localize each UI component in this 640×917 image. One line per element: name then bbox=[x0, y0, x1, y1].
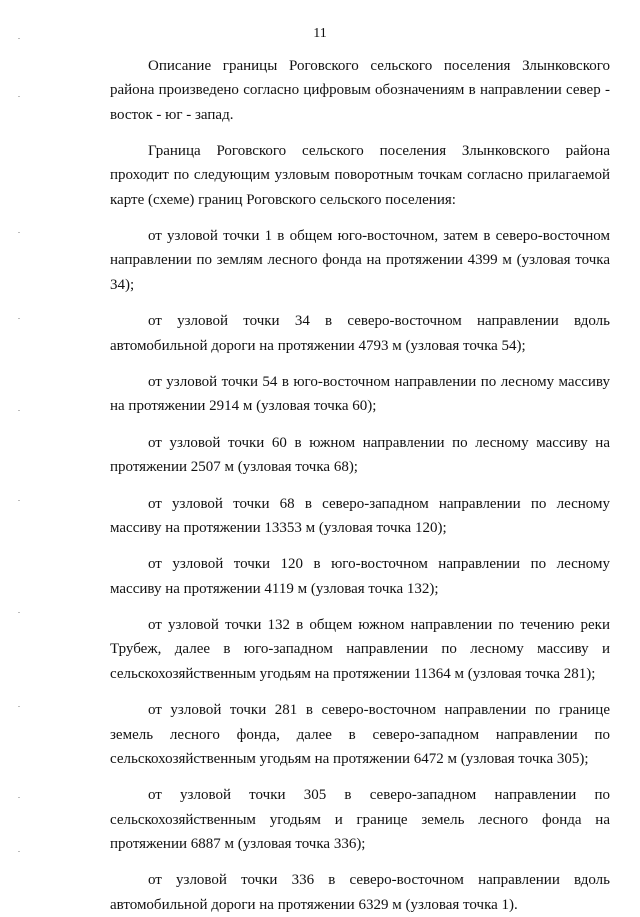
document-body bbox=[110, 54, 610, 917]
paragraph-point-34: от узловой точки 34 в северо-восточном направлении вдоль автомобильной дороги на протяжении 4793 м (узловая точка 54); bbox=[110, 313, 610, 354]
paragraph-point-120: от узловой точки 120 в юго-восточном направлении по лесному массиву на протяжении 4119 м (узловая точка 132); bbox=[110, 556, 610, 597]
paragraph-boundary-description-intro: Описание границы Роговского сельского поселения Злынковского района произведено согласно цифровым обозначениям в направлении север - восток - юг - запад. bbox=[110, 58, 610, 123]
paragraph-point-336: от узловой точки 336 в северо-восточном направлении вдоль автомобильной дороги на протяжении 6329 м (узловая точка 1). bbox=[110, 872, 610, 913]
paragraph-boundary-points-intro: Граница Роговского сельского поселения Злынковского района проходит по следующим узловым поворотным точкам согласно прилагаемой карте (схеме) границ Роговского сельского поселения: bbox=[110, 143, 610, 208]
paragraph-point-1: от узловой точки 1 в общем юго-восточном, затем в северо-восточном направлении по землям лесного фонда на протяжении 4399 м (узловая точка 34); bbox=[110, 228, 610, 293]
paragraph-point-305: от узловой точки 305 в северо-западном направлении по сельскохозяйственным угодьям и границе земель лесного фонда на протяжении 6887 м (узловая точка 336); bbox=[110, 787, 610, 852]
paragraph-point-54: от узловой точки 54 в юго-восточном направлении по лесному массиву на протяжении 2914 м (узловая точка 60); bbox=[110, 374, 610, 415]
paragraph-point-281: от узловой точки 281 в северо-восточном направлении по границе земель лесного фонда, далее в северо-западном направлении по сельскохозяйственным угодьям на протяжении 6472 м (узловая точка 305); bbox=[110, 702, 610, 767]
paragraph-point-68: от узловой точки 68 в северо-западном направлении по лесному массиву на протяжении 13353 м (узловая точка 120); bbox=[110, 495, 610, 536]
paragraph-point-60: от узловой точки 60 в южном направлении по лесному массиву на протяжении 2507 м (узловая точка 68); bbox=[110, 434, 610, 476]
scan-margin-marks bbox=[18, 0, 22, 905]
page-number: 11 bbox=[313, 26, 327, 41]
paragraph-point-132: от узловой точки 132 в общем южном направлении по течению реки Трубеж, далее в юго-западном направлении по лесному массиву и сельскохозяйственным угодьям на протяжении 11364 м (узловая точка 281); bbox=[110, 617, 610, 682]
